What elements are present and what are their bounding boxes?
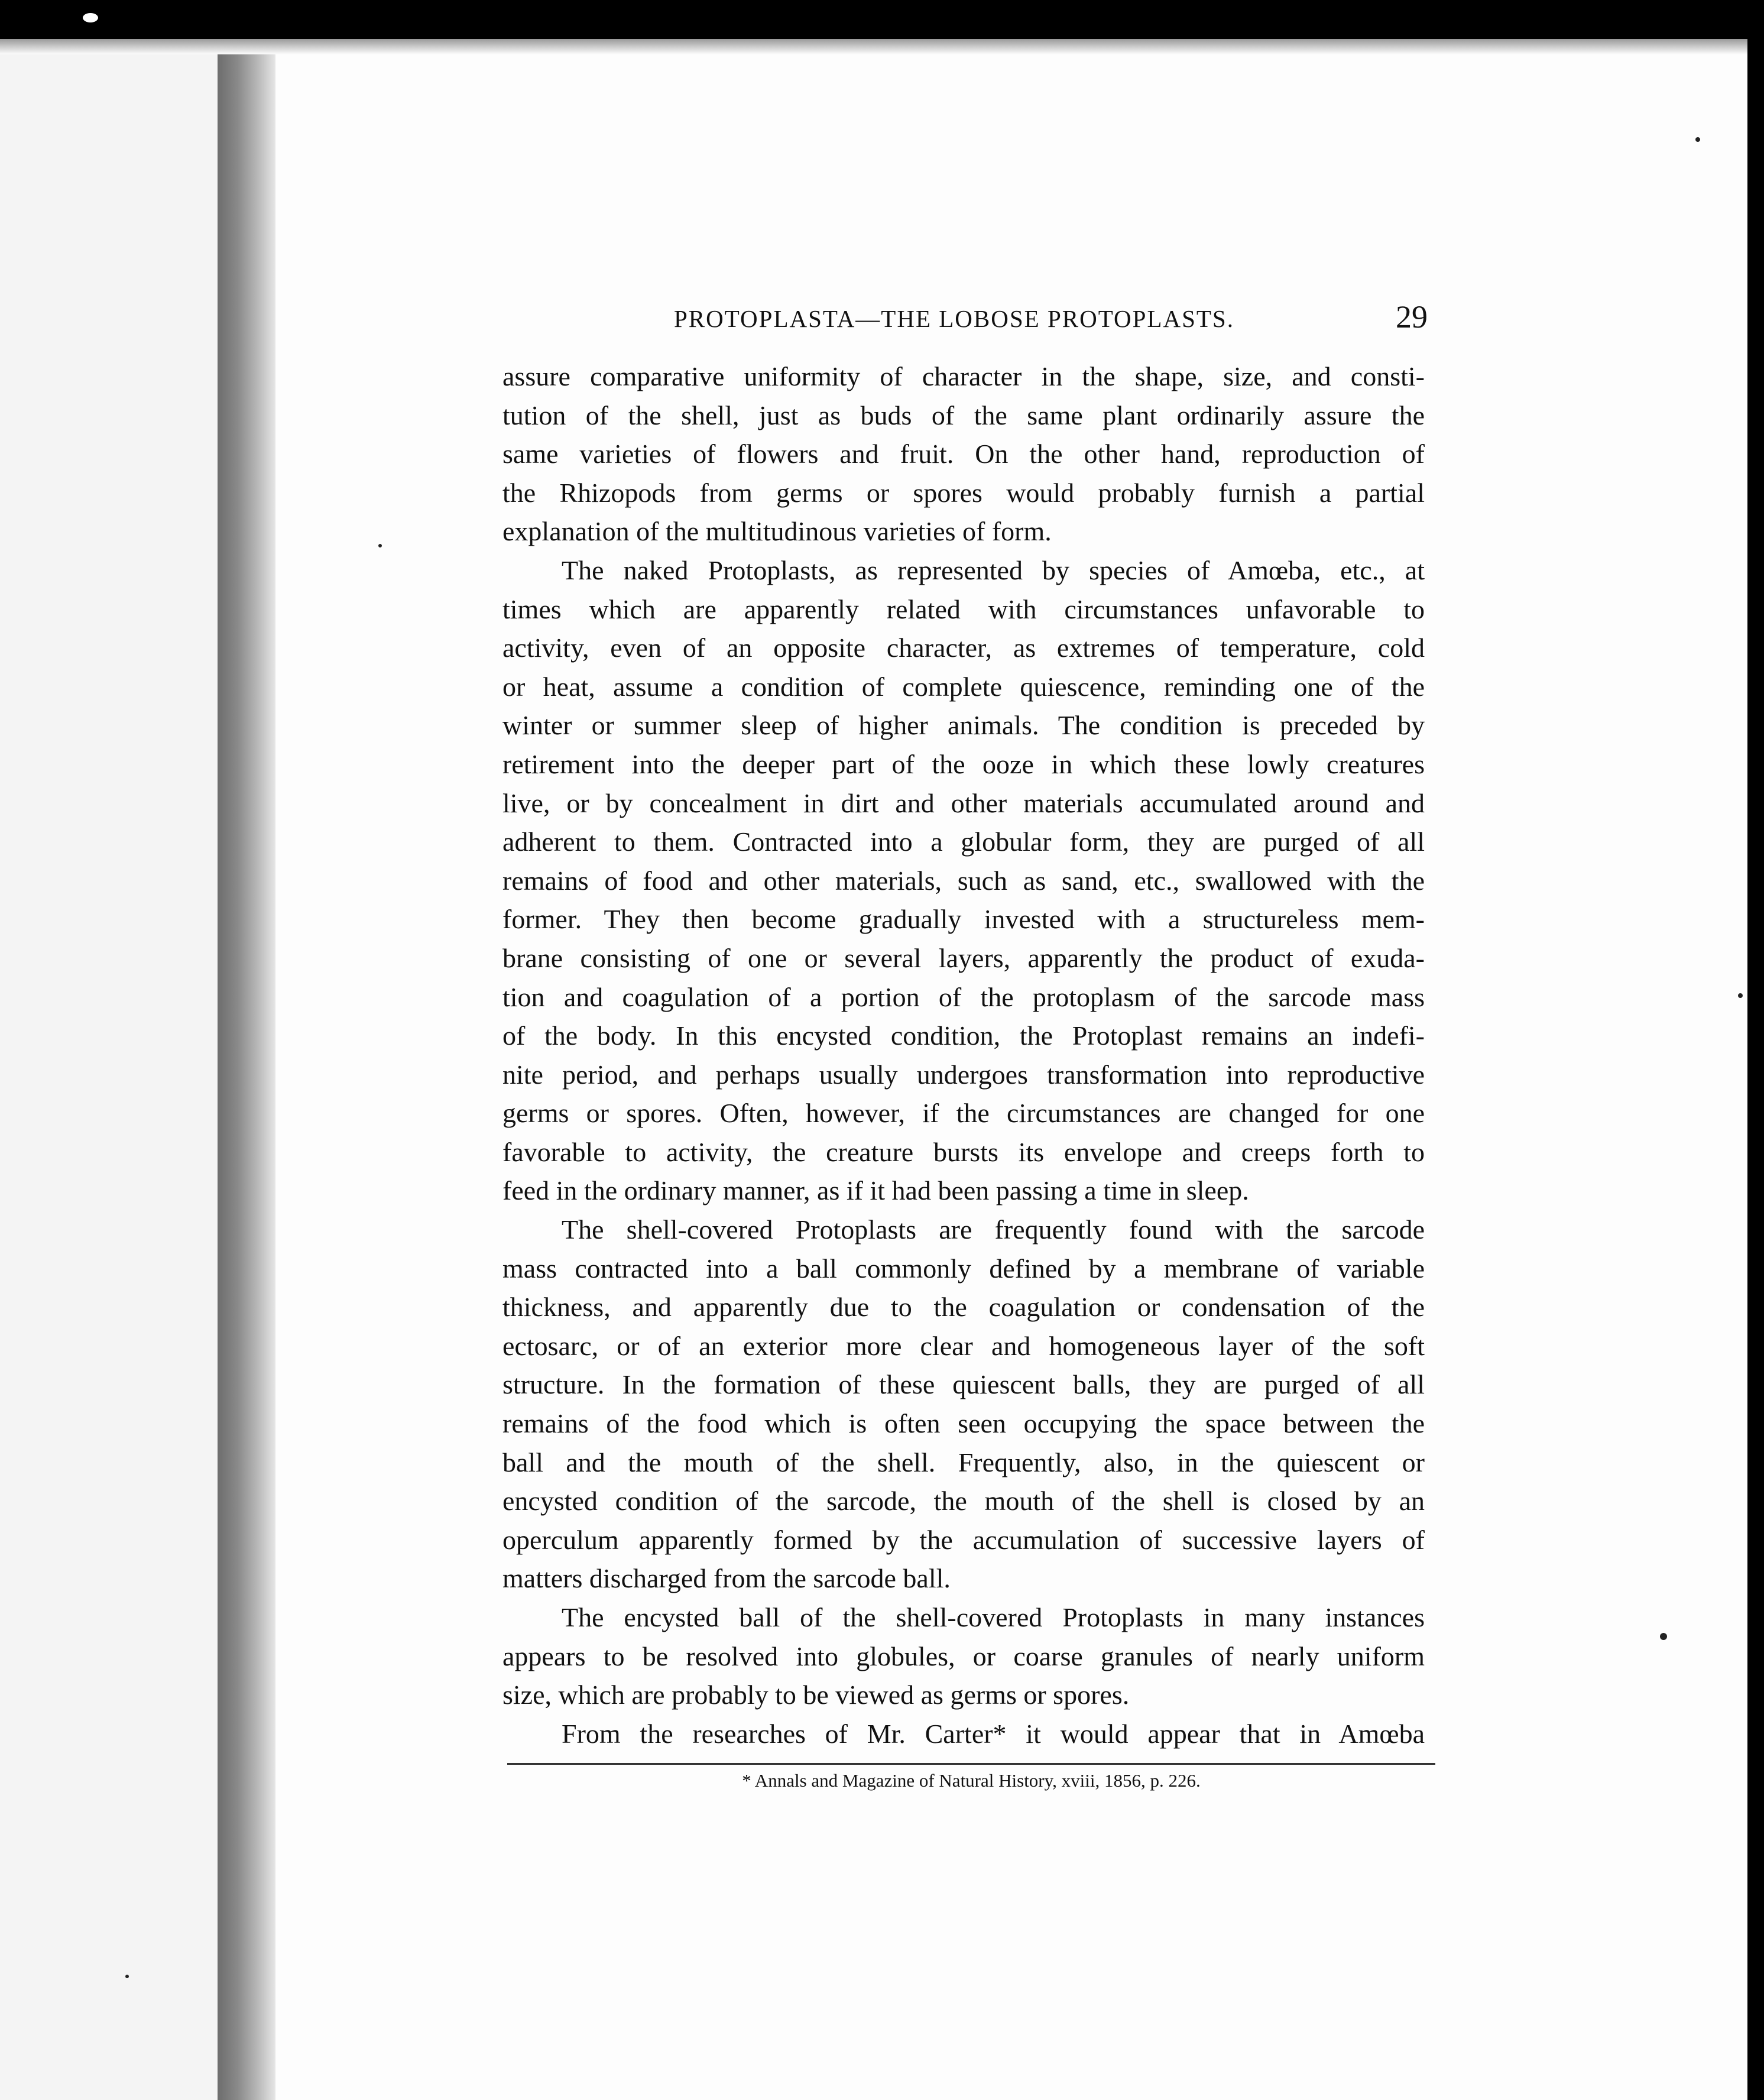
text-line: germs or spores. Often, however, if the circumstances are changed for one [502,1098,1425,1129]
page-header [497,299,1428,340]
paragraph-5 [502,1715,1425,1754]
page-number: 29 [1396,299,1428,335]
scan-speck [1738,993,1743,998]
paragraph-4 [502,1598,1425,1715]
text-line: thickness, and apparently due to the coagulation or condensation of the [502,1292,1425,1323]
text-line: or heat, assume a condition of complete quiescence, reminding one of the [502,671,1425,702]
text-line: explanation of the multitudinous varieties of form. [502,516,1052,547]
text-line: winter or summer sleep of higher animals. The condition is preceded by [502,710,1425,741]
text-line: The shell-covered Protoplasts are frequently found with the sarcode [562,1214,1425,1245]
text-line: assure comparative uniformity of character in the shape, size, and consti- [502,361,1425,391]
footnote: * Annals and Magazine of Natural History, xviii, 1856, p. 226. [742,1770,1201,1791]
paragraph-1 [502,357,1425,551]
running-head: PROTOPLASTA—THE LOBOSE PROTOPLASTS. [674,305,1234,332]
text-line: former. They then become gradually invested with a structureless mem- [502,904,1425,935]
text-line: nite period, and perhaps usually undergoes transformation into reproductive [502,1059,1425,1090]
footnote-divider [507,1763,1435,1765]
facing-page-edge [0,39,218,2100]
body-text [502,357,1425,1753]
text-line: adherent to them. Contracted into a globular form, they are purged of all [502,827,1425,857]
text-line: tion and coagulation of a portion of the protoplasm of the sarcode mass [502,981,1425,1012]
text-line: brane consisting of one or several layers, apparently the product of exuda- [502,942,1425,973]
text-line: ectosarc, or of an exterior more clear and homogeneous layer of the soft [502,1330,1425,1361]
text-line: feed in the ordinary manner, as if it had been passing a time in sleep. [502,1175,1249,1206]
text-line: remains of the food which is often seen occupying the space between the [502,1408,1425,1439]
text-line: mass contracted into a ball commonly defined by a membrane of variable [502,1253,1425,1284]
scan-speck [83,13,98,22]
paragraph-2 [502,551,1425,1210]
text-line: encysted condition of the sarcode, the mouth of the shell is closed by an [502,1486,1425,1516]
paragraph-3 [502,1210,1425,1598]
text-line: The naked Protoplasts, as represented by species of Amœba, etc., at [562,555,1425,585]
book-gutter-shadow [218,53,275,2100]
scan-speck [1660,1633,1667,1640]
text-line: the Rhizopods from germs or spores would probably furnish a partial [502,477,1425,508]
text-line: remains of food and other materials, such as sand, etc., swallowed with the [502,865,1425,896]
text-line: operculum apparently formed by the accumulation of successive layers of [502,1524,1425,1555]
text-line: From the researches of Mr. Carter* it would appear that in Amœba [562,1718,1425,1749]
text-line: of the body. In this encysted condition, the Protoplast remains an indefi- [502,1020,1425,1051]
text-line: matters discharged from the sarcode ball. [502,1563,951,1594]
text-line: tution of the shell, just as buds of the same plant ordinarily assure the [502,400,1425,430]
text-line: ball and the mouth of the shell. Frequently, also, in the quiescent or [502,1447,1425,1477]
text-line: favorable to activity, the creature bursts its envelope and creeps forth to [502,1136,1425,1167]
text-line: activity, even of an opposite character, as extremes of temperature, cold [502,633,1425,663]
text-line: times which are apparently related with circumstances unfavorable to [502,594,1425,624]
text-line: live, or by concealment in dirt and other materials accumulated around and [502,788,1425,818]
text-line: retirement into the deeper part of the ooze in which these lowly creatures [502,748,1425,779]
text-line: structure. In the formation of these quiescent balls, they are purged of all [502,1369,1425,1400]
text-line: appears to be resolved into globules, or coarse granules of nearly uniform [502,1641,1425,1671]
text-line: same varieties of flowers and fruit. On the other hand, reproduction of [502,439,1425,469]
top-edge-shadow [0,39,1747,54]
scan-speck [1695,137,1700,142]
text-line: The encysted ball of the shell-covered Protoplasts in many instances [562,1602,1425,1632]
scan-speck [378,544,382,547]
text-line: size, which are probably to be viewed as germs or spores. [502,1680,1130,1710]
scan-speck [125,1975,129,1978]
